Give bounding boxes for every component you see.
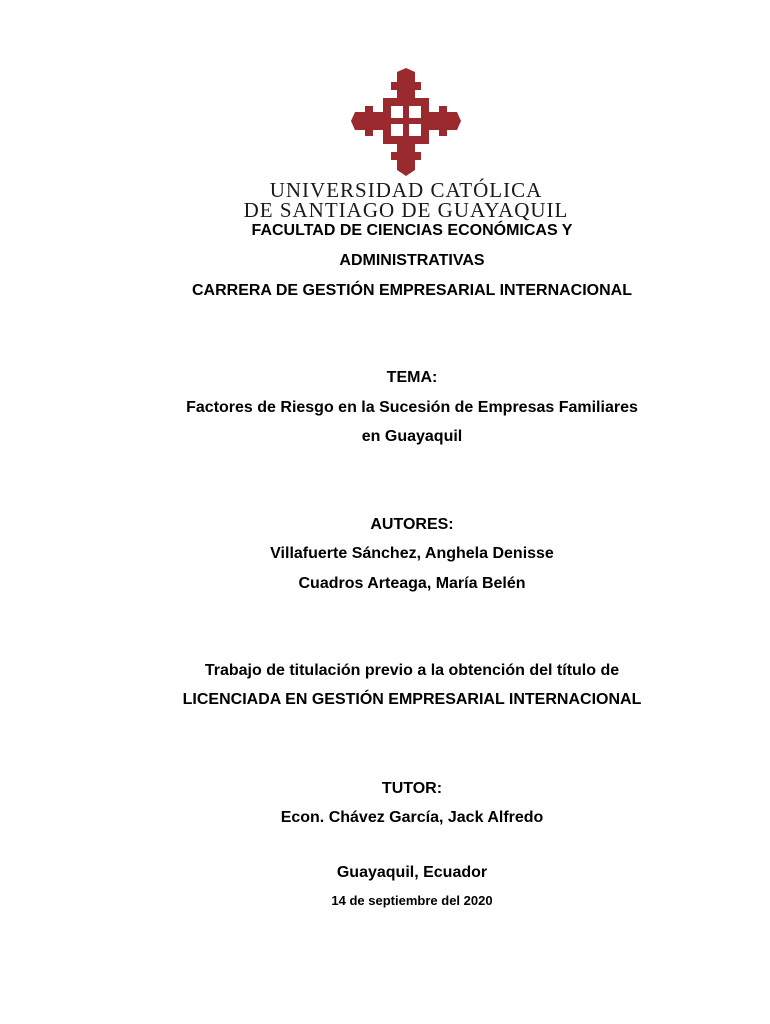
- university-name-line-1: UNIVERSIDAD CATÓLICA: [269, 178, 543, 202]
- degree-line-1: Trabajo de titulación previo a la obtención del título de: [204, 662, 620, 679]
- university-logo: [351, 66, 461, 176]
- university-name-line-2: DE SANTIAGO DE GUAYAQUIL: [243, 198, 569, 222]
- place: Guayaquil, Ecuador: [336, 864, 488, 881]
- authors-label: AUTORES:: [370, 516, 454, 533]
- tutor-name: Econ. Chávez García, Jack Alfredo: [280, 809, 544, 826]
- date: 14 de septiembre del 2020: [331, 893, 493, 908]
- author-name: Villafuerte Sánchez, Anghela Denisse: [270, 545, 554, 562]
- tutor-label: TUTOR:: [381, 780, 443, 797]
- faculty-line-1: FACULTAD DE CIENCIAS ECONÓMICAS Y: [251, 222, 573, 239]
- author-name: Cuadros Arteaga, María Belén: [298, 575, 526, 592]
- degree-line-2: LICENCIADA EN GESTIÓN EMPRESARIAL INTERNACIONAL: [182, 691, 642, 708]
- theme-title-line-2: en Guayaquil: [361, 428, 463, 445]
- theme-label: TEMA:: [386, 369, 438, 386]
- theme-title-line-1: Factores de Riesgo en la Sucesión de Empresas Familiares: [186, 399, 638, 416]
- career-title: CARRERA DE GESTIÓN EMPRESARIAL INTERNACIONAL: [191, 282, 633, 299]
- faculty-line-2: ADMINISTRATIVAS: [339, 252, 485, 269]
